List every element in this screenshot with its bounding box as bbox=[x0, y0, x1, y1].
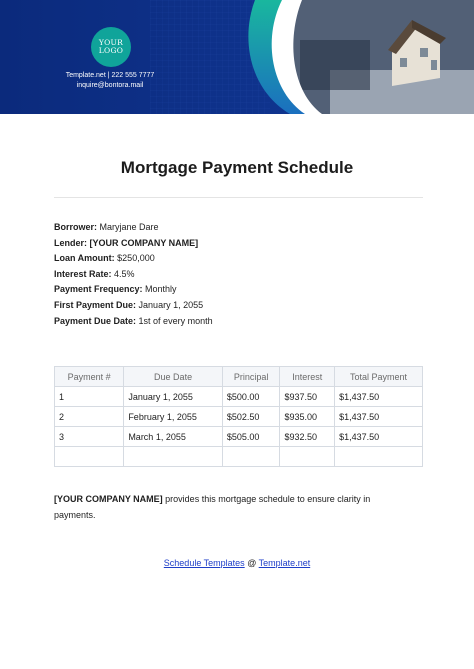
detail-label: Interest Rate: bbox=[54, 268, 112, 279]
detail-value: January 1, 2055 bbox=[138, 299, 204, 310]
loan-details bbox=[54, 221, 213, 330]
footer-separator: @ bbox=[244, 558, 259, 568]
cell-payment-number bbox=[55, 447, 124, 467]
cell-due-date: January 1, 2055 bbox=[124, 387, 223, 407]
detail-value: 1st of every month bbox=[138, 315, 213, 326]
detail-value: Maryjane Dare bbox=[99, 222, 159, 232]
detail-interest-rate bbox=[54, 268, 213, 284]
cell-principal: $505.00 bbox=[222, 427, 280, 447]
table-row-empty bbox=[55, 447, 423, 467]
detail-payment-due-date bbox=[54, 315, 213, 331]
cell-payment-number: 2 bbox=[55, 407, 124, 427]
payment-schedule-table bbox=[54, 366, 423, 467]
cell-interest bbox=[280, 447, 335, 467]
cell-payment-number: 1 bbox=[55, 387, 124, 407]
template-net-link[interactable]: Template.net bbox=[258, 558, 311, 568]
detail-value: $250,000 bbox=[117, 253, 155, 264]
table-row bbox=[55, 407, 423, 427]
logo-line-1: YOUR bbox=[98, 37, 124, 47]
detail-label: Payment Due Date: bbox=[54, 315, 137, 326]
table-header-row bbox=[55, 367, 423, 387]
contact-email: inquire@bontora.mail bbox=[76, 82, 144, 89]
detail-first-payment-due bbox=[54, 299, 213, 315]
header-background bbox=[0, 0, 474, 114]
cell-interest: $937.50 bbox=[280, 387, 335, 407]
table-row bbox=[55, 427, 423, 447]
closing-text: provides this mortgage schedule to ensure clarity in payments. bbox=[54, 494, 371, 520]
cell-total-payment: $1,437.50 bbox=[335, 407, 423, 427]
table-row bbox=[55, 387, 423, 407]
company-logo bbox=[91, 27, 131, 67]
contact-phone: Template.net | 222 555 7777 bbox=[65, 72, 155, 79]
footer bbox=[0, 558, 474, 568]
detail-payment-frequency bbox=[54, 283, 213, 299]
detail-label: Loan Amount: bbox=[54, 253, 115, 264]
header-payment-number: Payment # bbox=[55, 367, 124, 387]
cell-due-date bbox=[124, 447, 223, 467]
header-due-date: Due Date bbox=[124, 367, 223, 387]
cell-total-payment: $1,437.50 bbox=[335, 387, 423, 407]
detail-label: Lender: [YOUR COMPANY NAME] bbox=[54, 237, 199, 248]
logo-line-2: LOGO bbox=[98, 46, 124, 55]
schedule-templates-link[interactable]: Schedule Templates bbox=[163, 558, 245, 568]
header-principal: Principal bbox=[222, 367, 280, 387]
detail-lender bbox=[54, 237, 213, 253]
header-interest: Interest bbox=[280, 367, 335, 387]
cell-due-date: February 1, 2055 bbox=[124, 407, 223, 427]
cell-total-payment: $1,437.50 bbox=[335, 427, 423, 447]
detail-value: Monthly bbox=[145, 284, 177, 295]
cell-total-payment bbox=[335, 447, 423, 467]
header-banner bbox=[0, 0, 474, 114]
cell-principal bbox=[222, 447, 280, 467]
cell-interest: $932.50 bbox=[280, 427, 335, 447]
cell-payment-number: 3 bbox=[55, 427, 124, 447]
detail-label: Borrower: bbox=[54, 222, 98, 232]
cell-due-date: March 1, 2055 bbox=[124, 427, 223, 447]
detail-loan-amount bbox=[54, 252, 213, 268]
cell-principal: $500.00 bbox=[222, 387, 280, 407]
closing-paragraph bbox=[54, 491, 394, 523]
house-photo bbox=[290, 0, 474, 114]
page-title: Mortgage Payment Schedule bbox=[120, 158, 354, 177]
cell-interest: $935.00 bbox=[280, 407, 335, 427]
company-name: [YOUR COMPANY NAME] bbox=[54, 494, 163, 504]
cell-principal: $502.50 bbox=[222, 407, 280, 427]
detail-borrower bbox=[54, 221, 213, 237]
detail-label: First Payment Due: bbox=[54, 299, 137, 310]
detail-value: 4.5% bbox=[114, 268, 135, 279]
title-divider bbox=[54, 197, 423, 198]
detail-label: Payment Frequency: bbox=[54, 284, 143, 295]
header-total-payment: Total Payment bbox=[335, 367, 423, 387]
